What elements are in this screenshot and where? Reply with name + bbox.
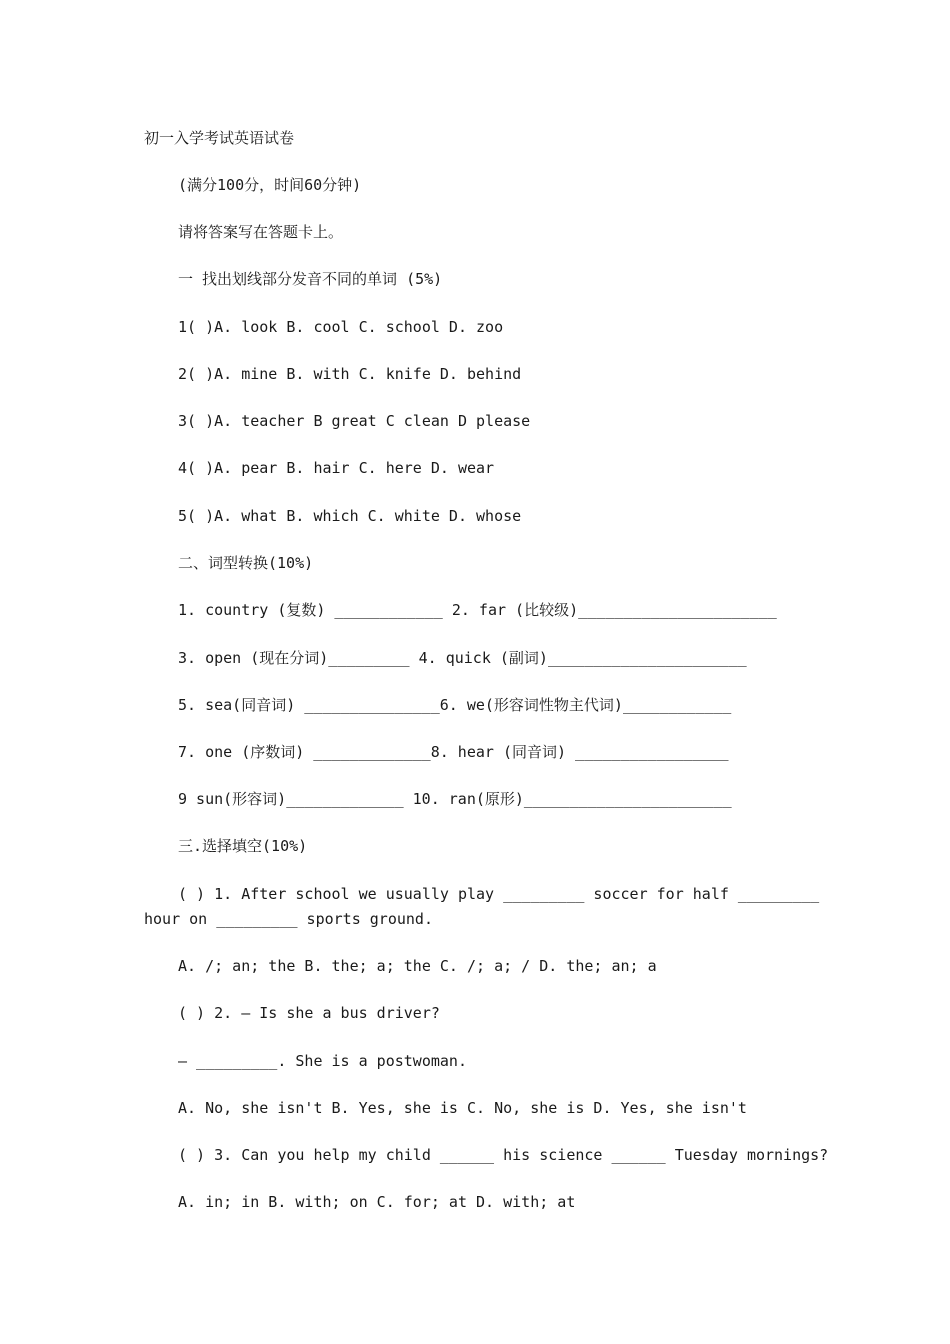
question-2-line2: — _________. She is a postwoman. (178, 1052, 467, 1070)
section2-item: 7. one (序数词) _____________8. hear (同音词) _________________ (178, 743, 729, 761)
section2-item: 5. sea(同音词) _______________6. we(形容词性物主代词)____________ (178, 696, 732, 714)
question-2-line1: ( ) 2. — Is she a bus driver? (178, 1004, 440, 1022)
section1-item: 1( )A. look B. cool C. school D. zoo (178, 318, 504, 336)
section1-item: 2( )A. mine B. with C. knife D. behind (178, 365, 522, 383)
question-3-line1: ( ) 3. Can you help my child ______ his science ______ Tuesday mornings? (178, 1146, 829, 1164)
exam-title: 初一入学考试英语试卷 (144, 129, 295, 147)
section2-item: 3. open (现在分词)_________ 4. quick (副词)______________________ (178, 649, 747, 667)
section3-heading: 三.选择填空(10%) (178, 837, 308, 855)
question-1-options: A. /; an; the B. the; a; the C. /; a; / D. the; an; a (178, 957, 657, 975)
section1-item: 3( )A. teacher B great C clean D please (178, 412, 531, 430)
section1-item: 5( )A. what B. which C. white D. whose (178, 507, 522, 525)
section2-item: 1. country (复数) ____________ 2. far (比较级)______________________ (178, 601, 777, 619)
question-2-options: A. No, she isn't B. Yes, she is C. No, she is D. Yes, she isn't (178, 1099, 747, 1117)
question-1-line2: hour on _________ sports ground. (144, 910, 433, 928)
question-3-options: A. in; in B. with; on C. for; at D. with; at (178, 1193, 576, 1211)
section1-heading: 一 找出划线部分发音不同的单词 (5%) (178, 270, 443, 288)
section2-item: 9 sun(形容词)_____________ 10. ran(原形)_______________________ (178, 790, 732, 808)
exam-instruction: 请将答案写在答题卡上。 (178, 223, 344, 241)
exam-subtitle: (满分100分，时间60分钟) (178, 176, 362, 194)
question-1-line1: ( ) 1. After school we usually play _________ soccer for half _________ (178, 885, 820, 903)
section2-heading: 二、词型转换(10%) (178, 554, 314, 572)
section1-item: 4( )A. pear B. hair C. here D. wear (178, 459, 495, 477)
